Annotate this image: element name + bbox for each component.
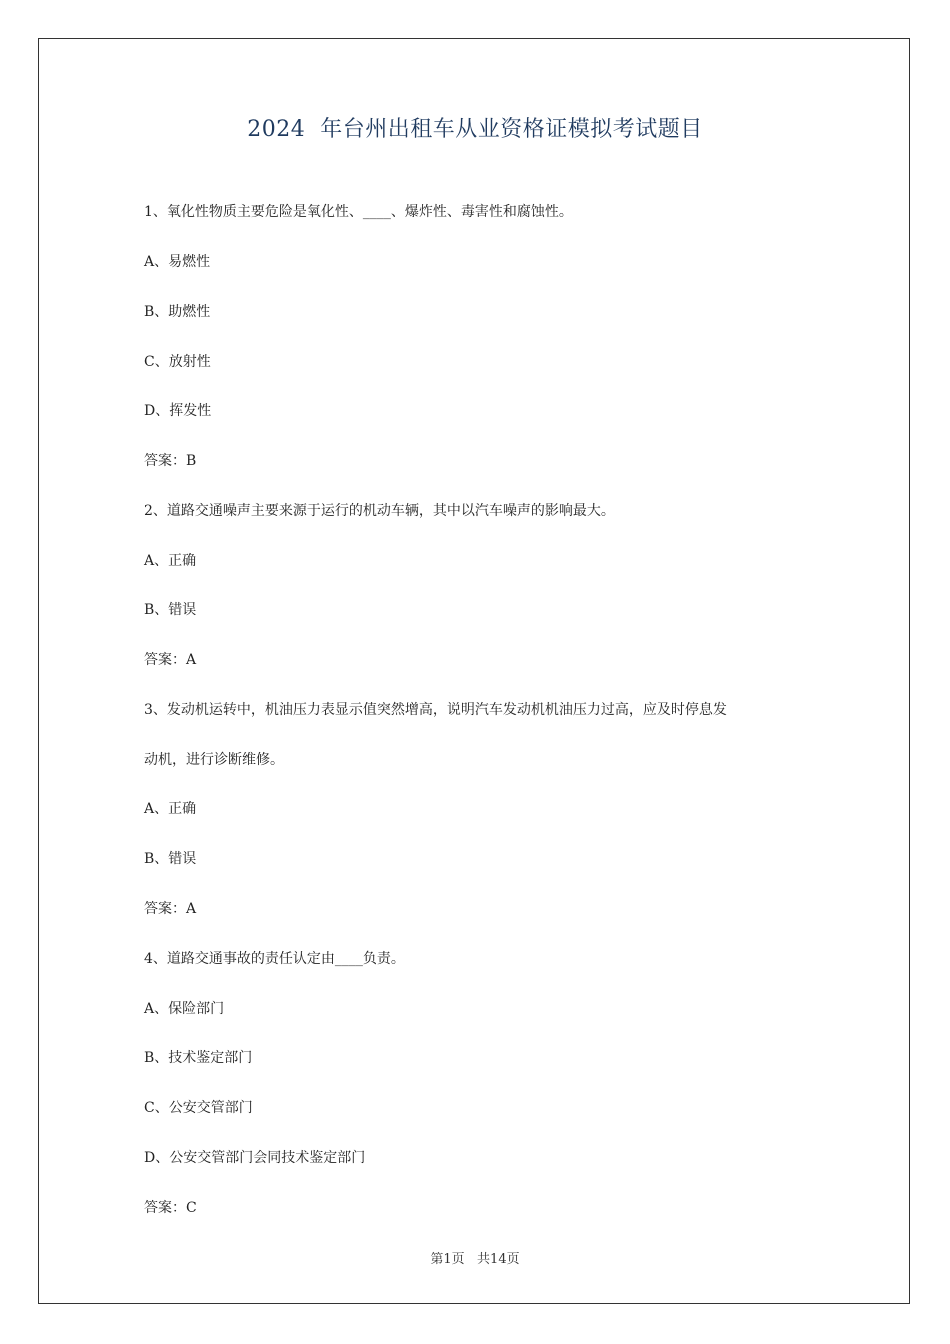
question-1-option-a: A、易燃性 [144, 254, 211, 270]
question-4-answer: 答案：C [144, 1200, 197, 1216]
question-2-option-b: B、错误 [144, 602, 197, 618]
question-4-option-c: C、公安交管部门 [144, 1100, 253, 1116]
question-3-option-a: A、正确 [144, 801, 197, 817]
question-3-text: 3、发动机运转中，机油压力表显示值突然增高，说明汽车发动机机油压力过高，应及时停息发 [144, 702, 727, 718]
page-footer: 第1页 共14页 [430, 1252, 520, 1267]
question-3-text-continued: 动机，进行诊断维修。 [144, 752, 284, 768]
question-1-answer: 答案：B [144, 453, 197, 469]
question-4-option-d: D、公安交管部门会同技术鉴定部门 [144, 1150, 366, 1166]
question-2-option-a: A、正确 [144, 553, 197, 569]
question-2-text: 2、道路交通噪声主要来源于运行的机动车辆，其中以汽车噪声的影响最大。 [144, 503, 615, 519]
question-4-text: 4、道路交通事故的责任认定由____负责。 [144, 951, 405, 967]
question-1-text: 1、氧化性物质主要危险是氧化性、____、爆炸性、毒害性和腐蚀性。 [144, 204, 573, 220]
question-3-answer: 答案：A [144, 901, 197, 917]
question-1-option-c: C、放射性 [144, 354, 211, 370]
question-1-option-d: D、挥发性 [144, 403, 212, 419]
question-2-answer: 答案：A [144, 652, 197, 668]
question-4-option-b: B、技术鉴定部门 [144, 1050, 253, 1066]
question-4-option-a: A、保险部门 [144, 1001, 225, 1017]
question-3-option-b: B、错误 [144, 851, 197, 867]
question-1-option-b: B、助燃性 [144, 304, 211, 320]
document-title: 2024 年台州出租车从业资格证模拟考试题目 [247, 117, 703, 142]
